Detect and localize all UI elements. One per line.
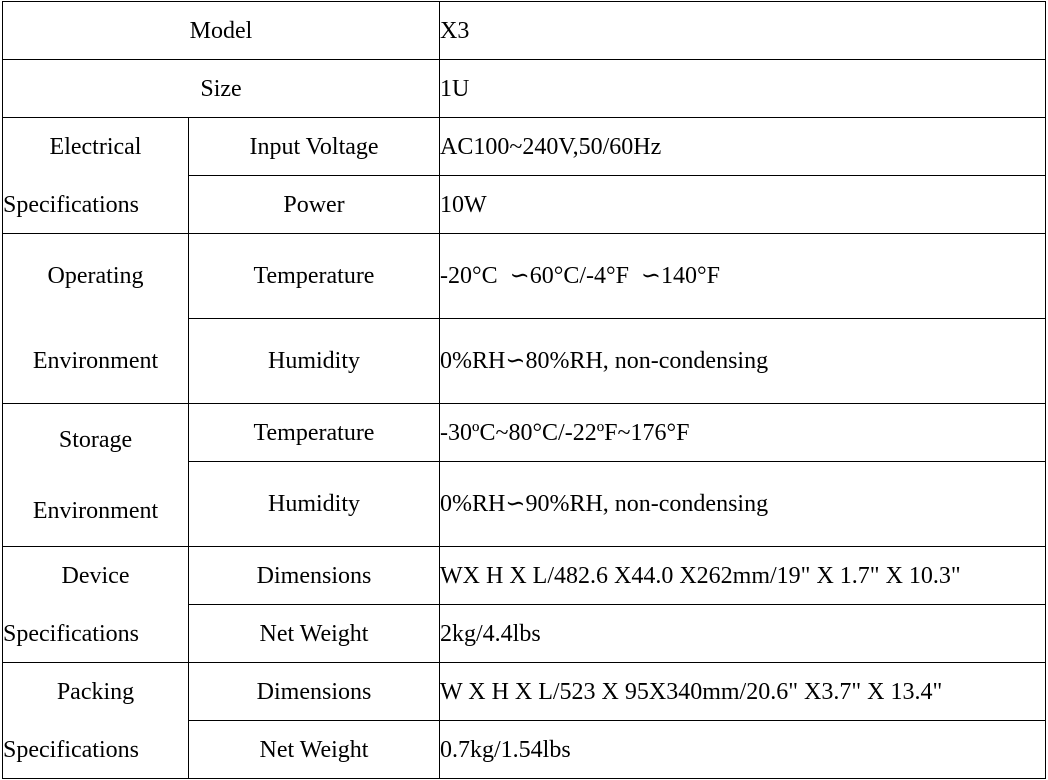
group-label-line1: Device: [61, 562, 130, 589]
operating-humidity-value: 0%RH∽80%RH, non-condensing: [440, 319, 1046, 404]
group-label-line1: Storage: [58, 426, 133, 453]
device-net-weight-value: 2kg/4.4lbs: [440, 605, 1046, 663]
operating-humidity-label: Humidity: [189, 319, 440, 404]
table-row-storage-temperature: [3, 404, 1046, 462]
electrical-specifications-group: [3, 118, 189, 234]
size-value: 1U: [440, 60, 1046, 118]
table-row-packing-dimensions: [3, 663, 1046, 721]
storage-humidity-value: 0%RH∽90%RH, non-condensing: [440, 462, 1046, 547]
table-row-input-voltage: [3, 118, 1046, 176]
device-net-weight-label: Net Weight: [189, 605, 440, 663]
device-dimensions-label: Dimensions: [189, 547, 440, 605]
group-label-line1: Operating: [47, 263, 144, 289]
group-label-line2: Environment: [32, 497, 159, 524]
input-voltage-label: Input Voltage: [189, 118, 440, 176]
storage-temperature-value: -30ºC~80°C/-22ºF~176°F: [440, 404, 1046, 462]
packing-dimensions-value: W X H X L/523 X 95X340mm/20.6" X3.7" X 13.4": [440, 663, 1046, 721]
group-label-line2: Specifications: [3, 736, 139, 763]
table-row-model: [3, 2, 1046, 60]
device-dimensions-value: WX H X L/482.6 X44.0 X262mm/19" X 1.7" X 10.3": [440, 547, 1046, 605]
size-label: Size: [3, 60, 440, 118]
operating-temperature-value: -20°C ∽60°C/-4°F ∽140°F: [440, 234, 1046, 319]
storage-environment-group: [3, 404, 189, 547]
model-label: Model: [3, 2, 440, 60]
packing-dimensions-label: Dimensions: [189, 663, 440, 721]
device-specifications-group: [3, 547, 189, 663]
power-value: 10W: [440, 176, 1046, 234]
group-label-line2: Environment: [32, 348, 159, 374]
input-voltage-value: AC100~240V,50/60Hz: [440, 118, 1046, 176]
packing-specifications-group: [3, 663, 189, 779]
operating-temperature-label: Temperature: [189, 234, 440, 319]
model-value: X3: [440, 2, 1046, 60]
group-label-line2: Specifications: [3, 191, 139, 218]
storage-temperature-label: Temperature: [189, 404, 440, 462]
table-row-device-dimensions: [3, 547, 1046, 605]
table-row-size: [3, 60, 1046, 118]
group-label-line2: Specifications: [3, 620, 139, 647]
power-label: Power: [189, 176, 440, 234]
packing-net-weight-value: 0.7kg/1.54lbs: [440, 721, 1046, 779]
specification-table: [2, 1, 1046, 779]
packing-net-weight-label: Net Weight: [189, 721, 440, 779]
operating-environment-group: [3, 234, 189, 404]
storage-humidity-label: Humidity: [189, 462, 440, 547]
group-label-line1: Packing: [56, 678, 135, 705]
group-label-line1: Electrical: [49, 133, 142, 160]
table-row-operating-temperature: [3, 234, 1046, 319]
